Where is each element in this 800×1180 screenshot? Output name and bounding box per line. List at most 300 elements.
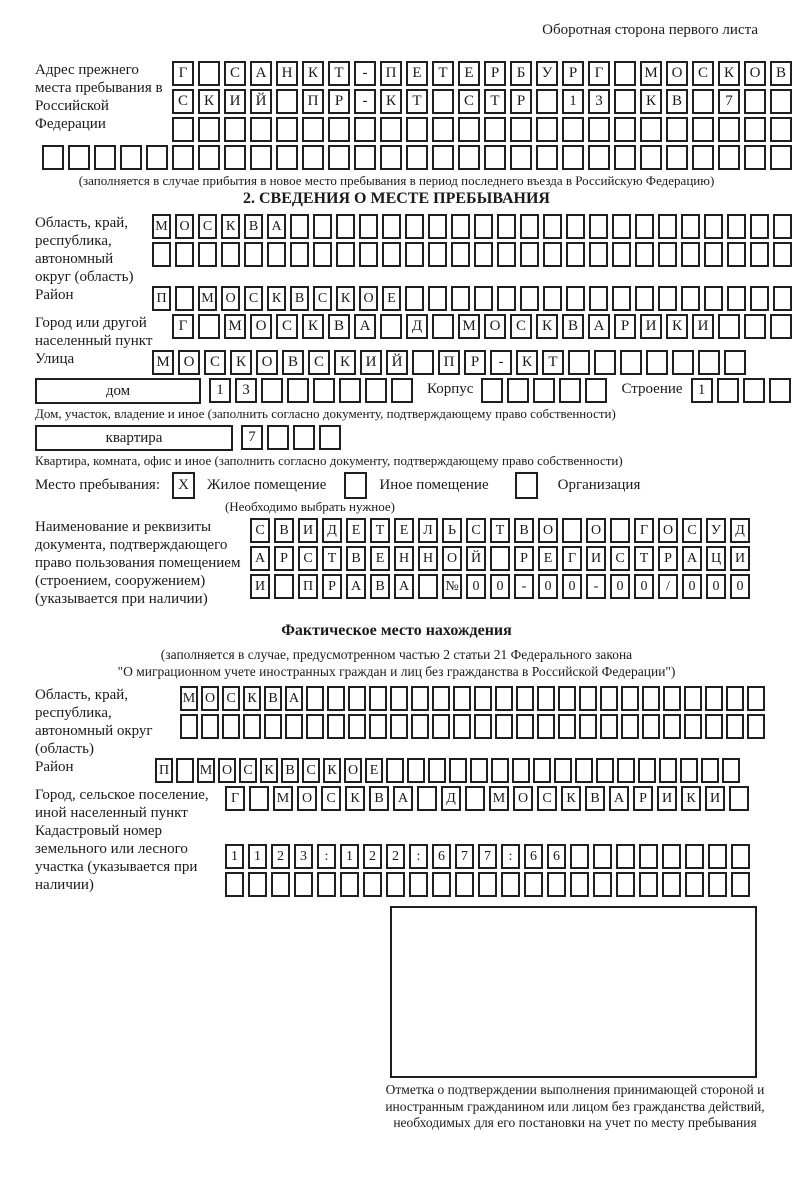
checkbox-residential[interactable]: X bbox=[172, 472, 195, 499]
char-box[interactable]: Р bbox=[614, 314, 636, 339]
char-box[interactable]: О bbox=[442, 546, 462, 571]
char-box[interactable]: М bbox=[197, 758, 215, 783]
char-box[interactable]: - bbox=[354, 89, 376, 114]
char-box[interactable]: 7 bbox=[241, 425, 263, 450]
char-box[interactable]: Г bbox=[634, 518, 654, 543]
char-box[interactable]: В bbox=[281, 758, 299, 783]
char-box[interactable]: С bbox=[458, 89, 480, 114]
char-box[interactable] bbox=[455, 872, 474, 897]
char-box[interactable]: Г bbox=[562, 546, 582, 571]
char-box[interactable] bbox=[658, 286, 677, 311]
char-box[interactable] bbox=[681, 242, 700, 267]
char-box[interactable] bbox=[313, 242, 332, 267]
char-box[interactable] bbox=[718, 117, 740, 142]
char-box[interactable] bbox=[562, 518, 582, 543]
char-box[interactable]: С bbox=[537, 786, 557, 811]
char-box[interactable]: И bbox=[640, 314, 662, 339]
char-box[interactable] bbox=[718, 145, 740, 170]
char-box[interactable]: С bbox=[610, 546, 630, 571]
char-box[interactable] bbox=[497, 242, 516, 267]
char-box[interactable] bbox=[409, 872, 428, 897]
char-box[interactable] bbox=[727, 214, 746, 239]
char-box[interactable]: О bbox=[513, 786, 533, 811]
char-box[interactable]: К bbox=[198, 89, 220, 114]
char-box[interactable]: Г bbox=[588, 61, 610, 86]
char-box[interactable] bbox=[428, 242, 447, 267]
char-box[interactable]: 0 bbox=[538, 574, 558, 599]
char-box[interactable] bbox=[418, 574, 438, 599]
char-box[interactable]: 2 bbox=[386, 844, 405, 869]
char-box[interactable]: К bbox=[334, 350, 356, 375]
char-box[interactable]: А bbox=[393, 786, 413, 811]
char-box[interactable] bbox=[152, 242, 171, 267]
checkbox-other-premises[interactable] bbox=[344, 472, 367, 499]
char-box[interactable]: Т bbox=[322, 546, 342, 571]
char-box[interactable]: Е bbox=[346, 518, 366, 543]
char-box[interactable] bbox=[543, 242, 562, 267]
char-box[interactable] bbox=[568, 350, 590, 375]
char-box[interactable] bbox=[705, 686, 723, 711]
char-box[interactable] bbox=[727, 286, 746, 311]
char-box[interactable]: Ц bbox=[706, 546, 726, 571]
char-box[interactable] bbox=[744, 89, 766, 114]
char-box[interactable]: А bbox=[267, 214, 286, 239]
char-box[interactable]: Т bbox=[406, 89, 428, 114]
char-box[interactable] bbox=[198, 117, 220, 142]
char-box[interactable]: С bbox=[682, 518, 702, 543]
char-box[interactable]: О bbox=[359, 286, 378, 311]
char-box[interactable] bbox=[692, 145, 714, 170]
char-box[interactable]: 7 bbox=[718, 89, 740, 114]
char-box[interactable]: С bbox=[313, 286, 332, 311]
char-box[interactable] bbox=[244, 242, 263, 267]
char-box[interactable] bbox=[198, 61, 220, 86]
char-box[interactable] bbox=[537, 686, 555, 711]
char-box[interactable]: В bbox=[282, 350, 304, 375]
char-box[interactable] bbox=[566, 242, 585, 267]
char-box[interactable] bbox=[302, 145, 324, 170]
char-box[interactable] bbox=[708, 872, 727, 897]
char-box[interactable] bbox=[428, 758, 446, 783]
char-box[interactable] bbox=[658, 214, 677, 239]
char-box[interactable]: Р bbox=[328, 89, 350, 114]
char-box[interactable] bbox=[313, 214, 332, 239]
char-box[interactable] bbox=[276, 145, 298, 170]
char-box[interactable]: № bbox=[442, 574, 462, 599]
char-box[interactable]: А bbox=[250, 546, 270, 571]
char-box[interactable] bbox=[685, 844, 704, 869]
char-box[interactable] bbox=[474, 286, 493, 311]
char-box[interactable] bbox=[369, 686, 387, 711]
char-box[interactable]: Р bbox=[633, 786, 653, 811]
char-box[interactable]: - bbox=[586, 574, 606, 599]
char-box[interactable] bbox=[566, 214, 585, 239]
char-box[interactable] bbox=[495, 686, 513, 711]
char-box[interactable] bbox=[588, 117, 610, 142]
char-box[interactable] bbox=[520, 286, 539, 311]
char-box[interactable] bbox=[405, 214, 424, 239]
char-box[interactable] bbox=[621, 714, 639, 739]
char-box[interactable]: Р bbox=[562, 61, 584, 86]
char-box[interactable] bbox=[382, 214, 401, 239]
char-box[interactable] bbox=[698, 350, 720, 375]
char-box[interactable] bbox=[313, 378, 335, 403]
char-box[interactable]: М bbox=[489, 786, 509, 811]
char-box[interactable] bbox=[770, 117, 792, 142]
char-box[interactable] bbox=[579, 686, 597, 711]
char-box[interactable] bbox=[250, 117, 272, 142]
char-box[interactable]: М bbox=[224, 314, 246, 339]
char-box[interactable] bbox=[621, 686, 639, 711]
char-box[interactable] bbox=[432, 872, 451, 897]
char-box[interactable]: 0 bbox=[610, 574, 630, 599]
char-box[interactable] bbox=[328, 117, 350, 142]
char-box[interactable] bbox=[390, 686, 408, 711]
char-box[interactable]: О bbox=[344, 758, 362, 783]
char-box[interactable]: Т bbox=[634, 546, 654, 571]
char-box[interactable] bbox=[610, 518, 630, 543]
char-box[interactable] bbox=[744, 145, 766, 170]
char-box[interactable] bbox=[390, 714, 408, 739]
char-box[interactable]: К bbox=[221, 214, 240, 239]
char-box[interactable] bbox=[348, 686, 366, 711]
char-box[interactable]: Т bbox=[370, 518, 390, 543]
char-box[interactable] bbox=[726, 714, 744, 739]
char-box[interactable] bbox=[566, 286, 585, 311]
char-box[interactable] bbox=[658, 242, 677, 267]
char-box[interactable] bbox=[524, 872, 543, 897]
char-box[interactable] bbox=[495, 714, 513, 739]
char-box[interactable] bbox=[533, 758, 551, 783]
char-box[interactable] bbox=[317, 872, 336, 897]
char-box[interactable]: Т bbox=[542, 350, 564, 375]
char-box[interactable] bbox=[386, 758, 404, 783]
char-box[interactable]: 1 bbox=[691, 378, 713, 403]
char-box[interactable]: 0 bbox=[562, 574, 582, 599]
char-box[interactable] bbox=[596, 758, 614, 783]
char-box[interactable]: К bbox=[336, 286, 355, 311]
char-box[interactable]: К bbox=[681, 786, 701, 811]
char-box[interactable] bbox=[42, 145, 64, 170]
char-box[interactable]: Р bbox=[658, 546, 678, 571]
char-box[interactable] bbox=[451, 286, 470, 311]
char-box[interactable] bbox=[562, 117, 584, 142]
char-box[interactable]: : bbox=[409, 844, 428, 869]
char-box[interactable]: В bbox=[369, 786, 389, 811]
char-box[interactable]: В bbox=[274, 518, 294, 543]
char-box[interactable]: Й bbox=[466, 546, 486, 571]
char-box[interactable] bbox=[614, 117, 636, 142]
char-box[interactable] bbox=[536, 117, 558, 142]
char-box[interactable] bbox=[537, 714, 555, 739]
char-box[interactable]: К bbox=[230, 350, 252, 375]
char-box[interactable]: 0 bbox=[490, 574, 510, 599]
char-box[interactable] bbox=[743, 378, 765, 403]
char-box[interactable]: К bbox=[302, 61, 324, 86]
char-box[interactable] bbox=[510, 117, 532, 142]
char-box[interactable] bbox=[327, 686, 345, 711]
char-box[interactable] bbox=[94, 145, 116, 170]
char-box[interactable] bbox=[328, 145, 350, 170]
char-box[interactable] bbox=[412, 350, 434, 375]
char-box[interactable] bbox=[750, 286, 769, 311]
char-box[interactable]: М bbox=[180, 686, 198, 711]
char-box[interactable]: С bbox=[510, 314, 532, 339]
char-box[interactable] bbox=[639, 872, 658, 897]
char-box[interactable]: М bbox=[640, 61, 662, 86]
char-box[interactable]: В bbox=[562, 314, 584, 339]
char-box[interactable]: Д bbox=[406, 314, 428, 339]
char-box[interactable] bbox=[248, 872, 267, 897]
char-box[interactable] bbox=[705, 714, 723, 739]
char-box[interactable]: 3 bbox=[294, 844, 313, 869]
char-box[interactable] bbox=[666, 117, 688, 142]
char-box[interactable] bbox=[451, 214, 470, 239]
char-box[interactable]: К bbox=[243, 686, 261, 711]
char-box[interactable] bbox=[726, 686, 744, 711]
char-box[interactable] bbox=[380, 314, 402, 339]
char-box[interactable]: У bbox=[706, 518, 726, 543]
char-box[interactable] bbox=[120, 145, 142, 170]
char-box[interactable] bbox=[600, 714, 618, 739]
char-box[interactable]: А bbox=[588, 314, 610, 339]
char-box[interactable]: М bbox=[152, 214, 171, 239]
char-box[interactable]: В bbox=[770, 61, 792, 86]
char-box[interactable] bbox=[536, 145, 558, 170]
char-box[interactable] bbox=[382, 242, 401, 267]
char-box[interactable] bbox=[744, 117, 766, 142]
char-box[interactable] bbox=[729, 786, 749, 811]
char-box[interactable]: А bbox=[354, 314, 376, 339]
char-box[interactable] bbox=[453, 714, 471, 739]
char-box[interactable] bbox=[593, 844, 612, 869]
char-box[interactable] bbox=[722, 758, 740, 783]
char-box[interactable] bbox=[222, 714, 240, 739]
char-box[interactable] bbox=[600, 686, 618, 711]
char-box[interactable] bbox=[198, 145, 220, 170]
char-box[interactable]: О bbox=[175, 214, 194, 239]
char-box[interactable] bbox=[290, 214, 309, 239]
char-box[interactable]: Р bbox=[464, 350, 486, 375]
char-box[interactable] bbox=[267, 242, 286, 267]
char-box[interactable] bbox=[594, 350, 616, 375]
char-box[interactable] bbox=[554, 758, 572, 783]
char-box[interactable]: 1 bbox=[209, 378, 231, 403]
char-box[interactable]: В bbox=[290, 286, 309, 311]
char-box[interactable]: И bbox=[250, 574, 270, 599]
char-box[interactable] bbox=[614, 61, 636, 86]
char-box[interactable] bbox=[639, 844, 658, 869]
char-box[interactable] bbox=[731, 844, 750, 869]
char-box[interactable] bbox=[585, 378, 607, 403]
char-box[interactable] bbox=[773, 214, 792, 239]
char-box[interactable]: О bbox=[218, 758, 236, 783]
char-box[interactable] bbox=[750, 214, 769, 239]
char-box[interactable] bbox=[750, 242, 769, 267]
char-box[interactable]: 3 bbox=[235, 378, 257, 403]
char-box[interactable]: 3 bbox=[588, 89, 610, 114]
char-box[interactable] bbox=[276, 117, 298, 142]
char-box[interactable]: К bbox=[345, 786, 365, 811]
char-box[interactable] bbox=[391, 378, 413, 403]
char-box[interactable] bbox=[406, 117, 428, 142]
char-box[interactable] bbox=[704, 286, 723, 311]
char-box[interactable] bbox=[575, 758, 593, 783]
char-box[interactable] bbox=[692, 117, 714, 142]
char-box[interactable]: О bbox=[250, 314, 272, 339]
char-box[interactable]: С bbox=[224, 61, 246, 86]
char-box[interactable] bbox=[386, 872, 405, 897]
char-box[interactable] bbox=[363, 872, 382, 897]
char-box[interactable]: Р bbox=[510, 89, 532, 114]
char-box[interactable]: С bbox=[302, 758, 320, 783]
char-box[interactable] bbox=[747, 714, 765, 739]
char-box[interactable] bbox=[294, 872, 313, 897]
char-box[interactable]: Т bbox=[490, 518, 510, 543]
char-box[interactable] bbox=[642, 714, 660, 739]
char-box[interactable]: С bbox=[250, 518, 270, 543]
char-box[interactable]: 7 bbox=[455, 844, 474, 869]
char-box[interactable] bbox=[465, 786, 485, 811]
char-box[interactable]: К bbox=[640, 89, 662, 114]
char-box[interactable]: Т bbox=[432, 61, 454, 86]
char-box[interactable] bbox=[365, 378, 387, 403]
char-box[interactable] bbox=[411, 686, 429, 711]
char-box[interactable]: 1 bbox=[225, 844, 244, 869]
char-box[interactable] bbox=[731, 872, 750, 897]
char-box[interactable] bbox=[432, 314, 454, 339]
char-box[interactable]: Е bbox=[394, 518, 414, 543]
char-box[interactable]: 0 bbox=[466, 574, 486, 599]
char-box[interactable] bbox=[520, 214, 539, 239]
char-box[interactable] bbox=[359, 242, 378, 267]
char-box[interactable] bbox=[336, 214, 355, 239]
char-box[interactable] bbox=[293, 425, 315, 450]
char-box[interactable] bbox=[579, 714, 597, 739]
char-box[interactable] bbox=[558, 686, 576, 711]
char-box[interactable] bbox=[533, 378, 555, 403]
char-box[interactable]: В bbox=[264, 686, 282, 711]
char-box[interactable]: Р bbox=[322, 574, 342, 599]
char-box[interactable] bbox=[663, 714, 681, 739]
char-box[interactable]: И bbox=[298, 518, 318, 543]
char-box[interactable] bbox=[180, 714, 198, 739]
char-box[interactable]: Е bbox=[370, 546, 390, 571]
char-box[interactable]: 2 bbox=[363, 844, 382, 869]
char-box[interactable] bbox=[249, 786, 269, 811]
char-box[interactable] bbox=[692, 89, 714, 114]
char-box[interactable] bbox=[428, 286, 447, 311]
char-box[interactable]: И bbox=[730, 546, 750, 571]
char-box[interactable]: К bbox=[260, 758, 278, 783]
char-box[interactable]: А bbox=[346, 574, 366, 599]
char-box[interactable]: К bbox=[536, 314, 558, 339]
char-box[interactable] bbox=[773, 242, 792, 267]
char-box[interactable] bbox=[319, 425, 341, 450]
char-box[interactable] bbox=[589, 214, 608, 239]
char-box[interactable]: М bbox=[273, 786, 293, 811]
char-box[interactable] bbox=[684, 714, 702, 739]
char-box[interactable]: И bbox=[705, 786, 725, 811]
char-box[interactable]: В bbox=[585, 786, 605, 811]
char-box[interactable] bbox=[717, 378, 739, 403]
char-box[interactable] bbox=[274, 574, 294, 599]
char-box[interactable] bbox=[470, 758, 488, 783]
char-box[interactable]: К bbox=[718, 61, 740, 86]
char-box[interactable]: О bbox=[178, 350, 200, 375]
char-box[interactable]: Г bbox=[225, 786, 245, 811]
char-box[interactable]: 0 bbox=[730, 574, 750, 599]
char-box[interactable]: Д bbox=[441, 786, 461, 811]
char-box[interactable]: - bbox=[354, 61, 376, 86]
char-box[interactable] bbox=[306, 714, 324, 739]
char-box[interactable] bbox=[432, 714, 450, 739]
char-box[interactable] bbox=[354, 145, 376, 170]
char-box[interactable] bbox=[432, 89, 454, 114]
char-box[interactable]: О bbox=[666, 61, 688, 86]
char-box[interactable] bbox=[718, 314, 740, 339]
char-box[interactable] bbox=[172, 117, 194, 142]
char-box[interactable]: С bbox=[204, 350, 226, 375]
char-box[interactable]: В bbox=[346, 546, 366, 571]
char-box[interactable] bbox=[512, 758, 530, 783]
char-box[interactable]: - bbox=[490, 350, 512, 375]
char-box[interactable] bbox=[474, 686, 492, 711]
char-box[interactable] bbox=[432, 686, 450, 711]
char-box[interactable]: О bbox=[484, 314, 506, 339]
char-box[interactable] bbox=[287, 378, 309, 403]
char-box[interactable] bbox=[770, 145, 792, 170]
char-box[interactable] bbox=[481, 378, 503, 403]
char-box[interactable] bbox=[680, 758, 698, 783]
char-box[interactable]: М bbox=[198, 286, 217, 311]
char-box[interactable] bbox=[663, 686, 681, 711]
char-box[interactable]: И bbox=[692, 314, 714, 339]
char-box[interactable]: Й bbox=[386, 350, 408, 375]
char-box[interactable] bbox=[176, 758, 194, 783]
char-box[interactable] bbox=[407, 758, 425, 783]
char-box[interactable] bbox=[432, 117, 454, 142]
char-box[interactable] bbox=[684, 686, 702, 711]
char-box[interactable] bbox=[516, 686, 534, 711]
char-box[interactable]: И bbox=[657, 786, 677, 811]
char-box[interactable]: В bbox=[666, 89, 688, 114]
char-box[interactable] bbox=[704, 214, 723, 239]
char-box[interactable] bbox=[638, 758, 656, 783]
char-box[interactable]: В bbox=[244, 214, 263, 239]
char-box[interactable]: И bbox=[224, 89, 246, 114]
char-box[interactable] bbox=[559, 378, 581, 403]
char-box[interactable] bbox=[614, 89, 636, 114]
char-box[interactable]: В bbox=[328, 314, 350, 339]
char-box[interactable]: 6 bbox=[432, 844, 451, 869]
char-box[interactable] bbox=[570, 844, 589, 869]
char-box[interactable]: В bbox=[514, 518, 534, 543]
char-box[interactable]: Н bbox=[394, 546, 414, 571]
char-box[interactable]: Т bbox=[484, 89, 506, 114]
char-box[interactable]: Б bbox=[510, 61, 532, 86]
char-box[interactable]: 0 bbox=[706, 574, 726, 599]
char-box[interactable] bbox=[224, 145, 246, 170]
char-box[interactable]: 2 bbox=[271, 844, 290, 869]
char-box[interactable]: П bbox=[155, 758, 173, 783]
char-box[interactable]: 0 bbox=[634, 574, 654, 599]
char-box[interactable]: С bbox=[172, 89, 194, 114]
char-box[interactable] bbox=[666, 145, 688, 170]
char-box[interactable] bbox=[198, 242, 217, 267]
char-box[interactable] bbox=[474, 714, 492, 739]
char-box[interactable] bbox=[616, 844, 635, 869]
